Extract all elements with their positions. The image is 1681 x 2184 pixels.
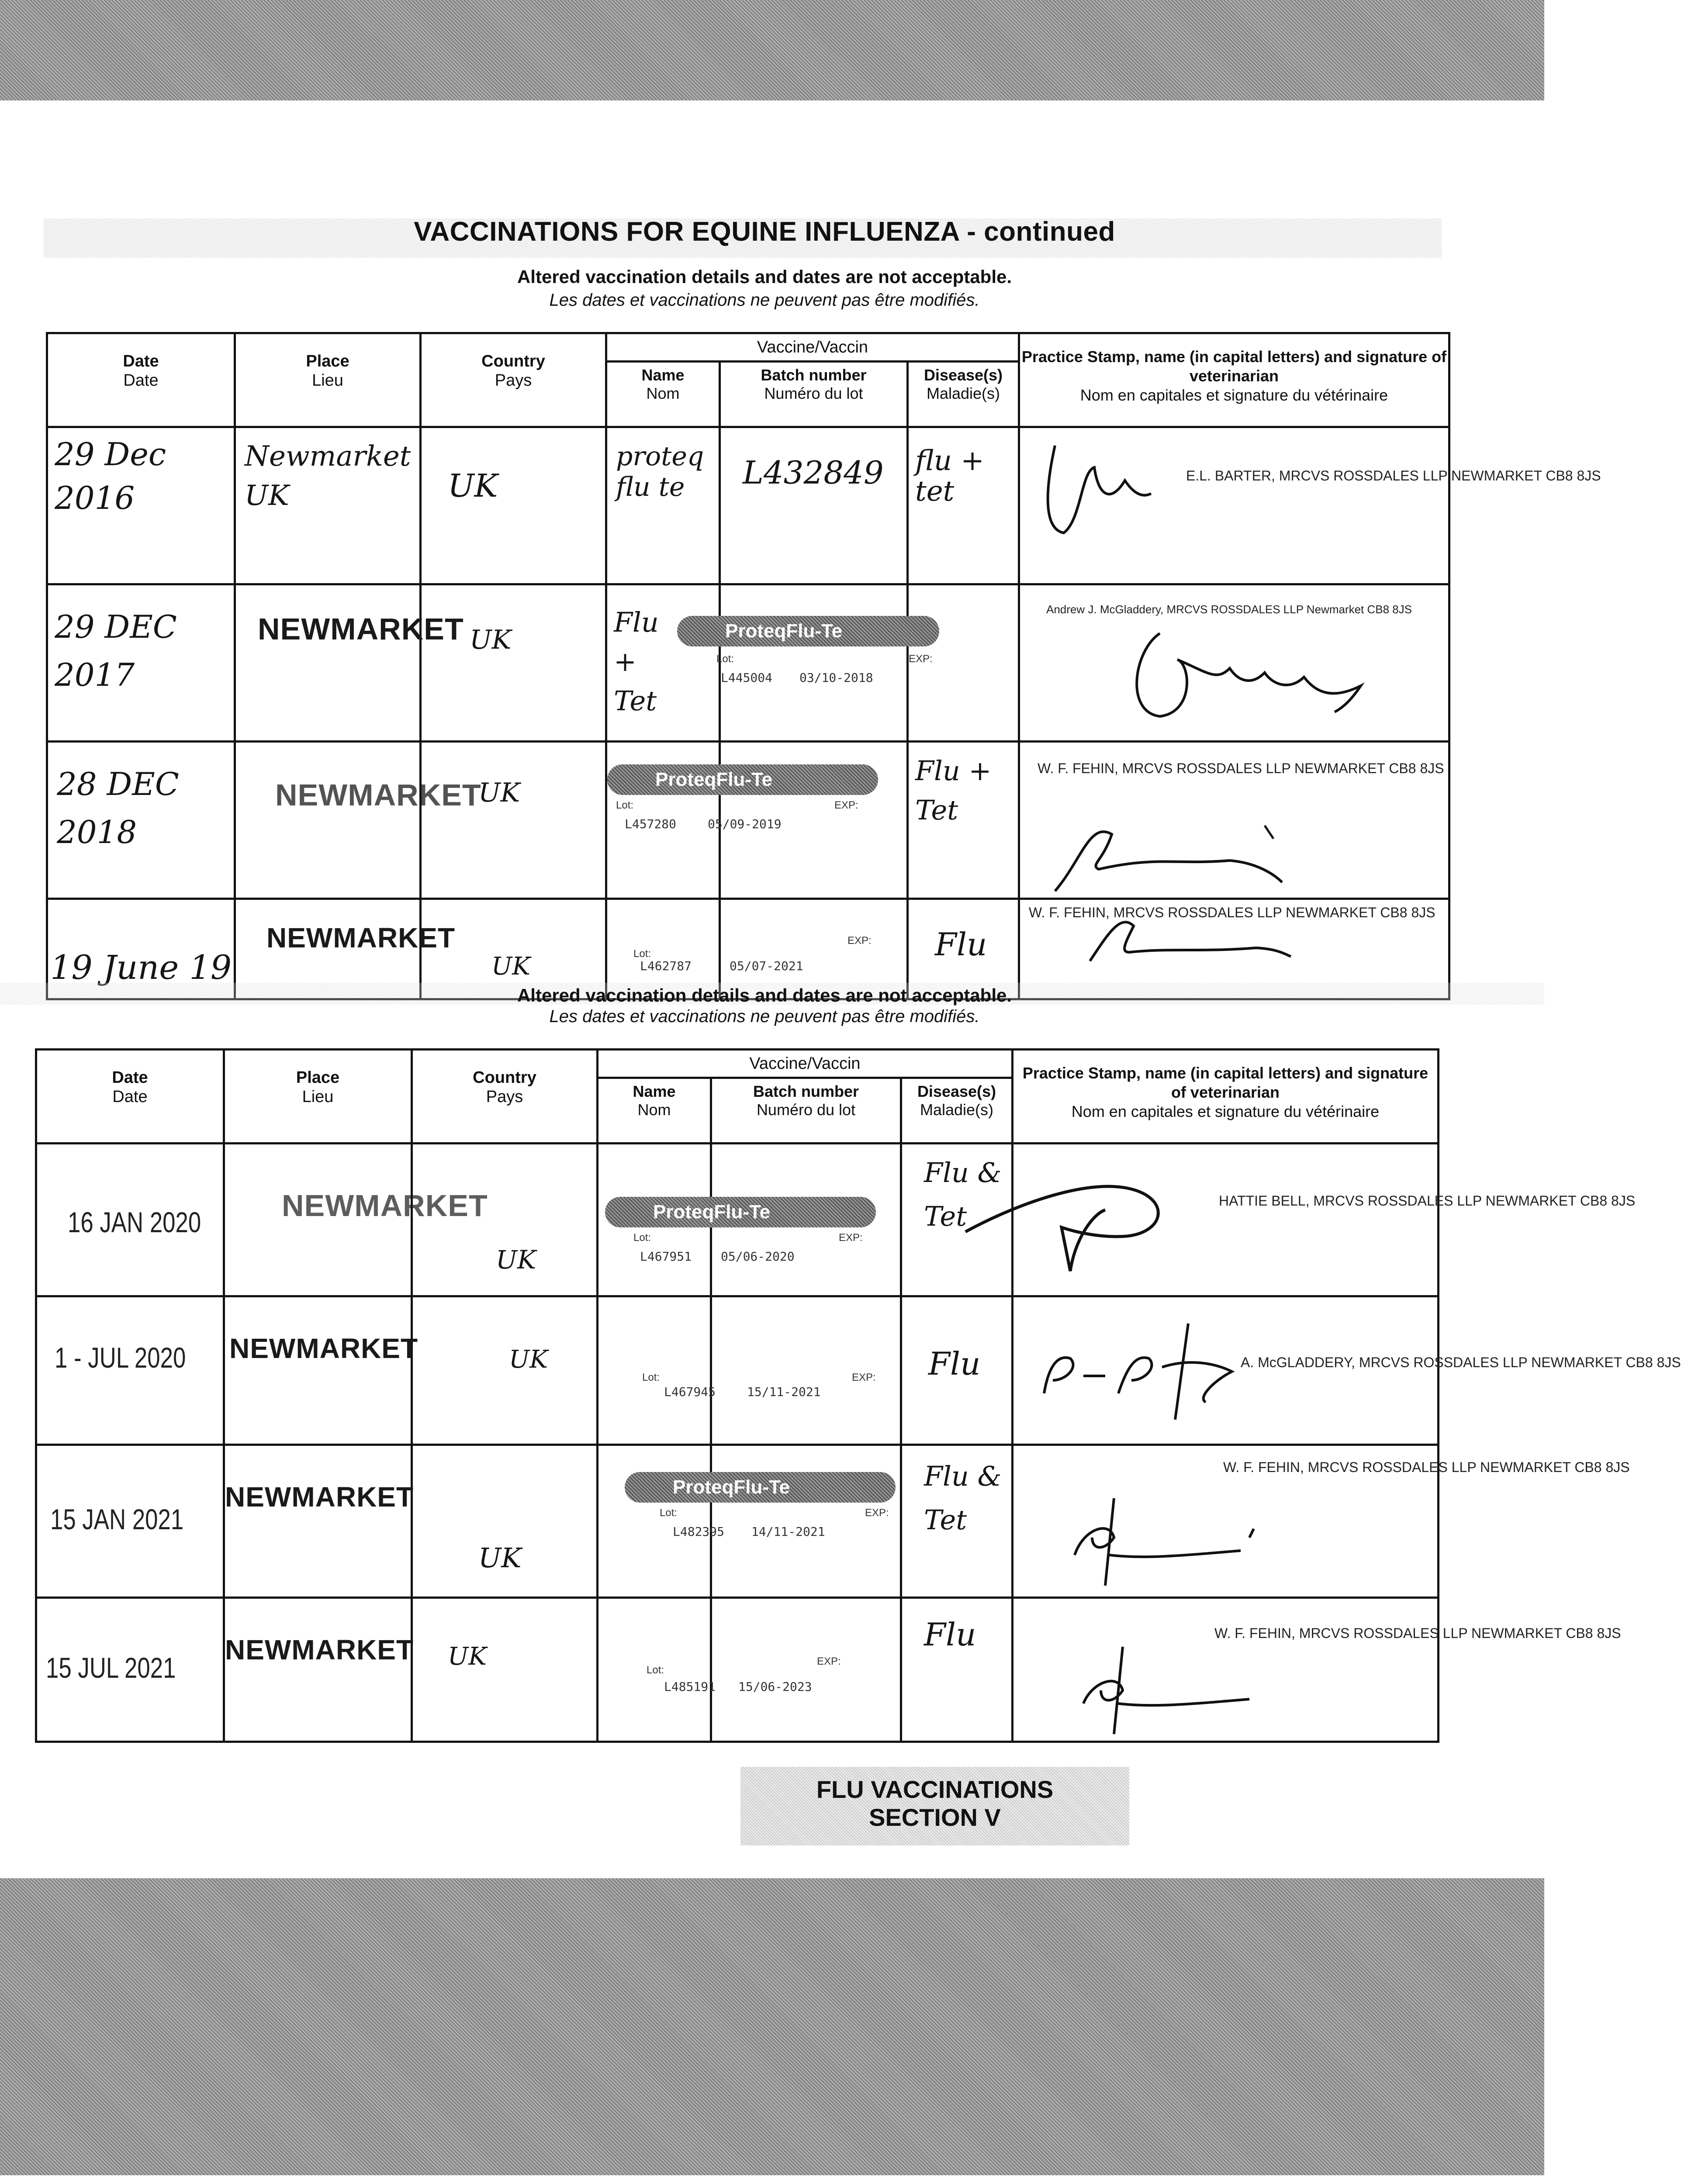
header-batch: Batch number Numéro du lot [720,362,908,427]
altered-notice-en-2: Altered vaccination details and dates are not acceptable. [517,985,1012,1006]
country-cell: UK [412,1445,598,1598]
vet-stamp-cell [1019,742,1449,899]
date-cell: 29 Dec 2016 [47,427,235,584]
date-cell: 1 - JUL 2020 [36,1296,224,1445]
vet-stamp-cell [1019,427,1601,584]
table-row [36,1144,1439,1296]
vet-stamp: W. F. FEHIN, MRCVS ROSSDALES LLP NEWMARKET CB8 8JS [1214,1625,1621,1641]
altered-notice-fr: Les dates et vaccinations ne peuvent pas être modifiés. [549,290,980,310]
scan-noise-top [0,0,1544,100]
vet-signature [1057,1485,1302,1590]
header-vaccine: Vaccine/Vaccin [606,333,1019,362]
header-place: Place Lieu [235,333,421,427]
section-footer [740,1767,1129,1845]
vet-stamp: A. McGLADDERY, MRCVS ROSSDALES LLP NEWMARKET CB8 8JS [1241,1355,1681,1370]
place-cell: NEWMARKET [235,742,421,899]
country-cell: UK [421,742,606,899]
vet-stamp: HATTIE BELL, MRCVS ROSSDALES LLP NEWMARKET CB8 8JS [1219,1193,1636,1209]
proteqflu-sticker: ProteqFlu-Te [607,764,878,795]
table-row [47,427,1449,584]
vaccine-name-cell: proteq flu te [606,427,720,584]
date-cell: 19 June 19 [47,899,235,999]
vaccine-name-cell: ProteqFlu-Te Lot: L467951 [598,1144,711,1296]
batch-cell: EXP: 05/07-2021 [720,899,908,999]
country-cell: UK [412,1296,598,1445]
header-disease: Disease(s) Maladie(s) [901,1078,1013,1144]
vet-stamp: W. F. FEHIN, MRCVS ROSSDALES LLP NEWMARKET CB8 8JS [1029,905,1435,920]
vet-stamp-cell [1013,1445,1630,1598]
place-cell: Newmarket UK [235,427,421,584]
header-name: Name Nom [606,362,720,427]
country-cell: UK [412,1598,598,1742]
vet-stamp-cell [1019,584,1449,742]
place-cell: NEWMARKET [224,1144,412,1296]
table-row [47,584,1449,742]
batch-cell: L432849 [720,427,908,584]
altered-notice-en: Altered vaccination details and dates are not acceptable. [517,266,1012,287]
date-cell: 15 JAN 2021 [36,1445,224,1598]
vet-signature [1029,432,1160,546]
header-date: Date Date [47,333,235,427]
vet-signature [1046,808,1352,895]
place-cell: NEWMARKET [235,899,421,999]
disease-cell: Flu [908,899,1019,999]
altered-notice-fr-2: Les dates et vaccinations ne peuvent pas être modifiés. [549,1007,980,1026]
vet-signature [1107,625,1413,729]
disease-cell: Flu [901,1296,1013,1445]
vet-signature [1031,1315,1276,1428]
batch-cell: EXP: 15/06-2023 [711,1598,901,1742]
vaccine-name-cell: Flu + Tet [606,584,720,742]
vaccination-table-bottom [35,1048,1681,1743]
vet-stamp: Andrew J. McGladdery, MRCVS ROSSDALES LLP Newmarket CB8 8JS [1046,603,1412,616]
vaccine-name-cell: Lot: L485191 [598,1598,711,1742]
header-country: Country Pays [421,333,606,427]
table-row [36,1296,1439,1445]
proteqflu-sticker: ProteqFlu-Te [625,1472,896,1503]
disease-cell: Flu [901,1598,1013,1742]
table-row [36,1598,1439,1742]
country-cell: UK [412,1144,598,1296]
vet-stamp-cell [1013,1144,1636,1296]
country-cell: UK [421,899,606,999]
vaccine-name-cell: Lot: L467945 [598,1296,711,1445]
vaccine-name-cell: Lot: L462787 [606,899,720,999]
batch-cell: EXP: 14/11-2021 [711,1445,901,1598]
batch-cell: EXP: 15/11-2021 [711,1296,901,1445]
vet-signature [1072,909,1335,974]
date-cell: 28 DEC 2018 [47,742,235,899]
date-cell: 16 JAN 2020 [36,1144,224,1296]
vet-signature [1066,1634,1293,1738]
country-cell: UK [421,584,606,742]
vet-stamp: W. F. FEHIN, MRCVS ROSSDALES LLP NEWMARKET CB8 8JS [1038,760,1444,776]
footer-line-1: FLU VACCINATIONS [816,1776,1054,1803]
batch-cell: ProteqFlu-Te Lot: EXP: L445004 03/10-2018 [720,584,908,742]
date-cell: 15 JUL 2021 [36,1598,224,1742]
header-place: Place Lieu [224,1050,412,1144]
vet-signature [961,1162,1267,1284]
vet-stamp: W. F. FEHIN, MRCVS ROSSDALES LLP NEWMARKET CB8 8JS [1223,1459,1630,1475]
table-row [36,1445,1439,1598]
scan-noise-bottom [0,1878,1544,2175]
header-batch: Batch number Numéro du lot [711,1078,901,1144]
disease-cell: Flu & Tet [901,1445,1013,1598]
place-cell: NEWMARKET [224,1445,412,1598]
vet-stamp: E.L. BARTER, MRCVS ROSSDALES LLP NEWMARKET CB8 8JS [1186,468,1601,484]
proteqflu-sticker: ProteqFlu-Te [605,1197,876,1227]
place-cell: NEWMARKET [224,1598,412,1742]
header-country: Country Pays [412,1050,598,1144]
header-practice-stamp: Practice Stamp, name (in capital letters) and signature of veterinarian Nom en capitales et signature du vétérinaire [1013,1050,1439,1144]
page-title: VACCINATIONS FOR EQUINE INFLUENZA - continued [414,217,1115,247]
date-cell: 29 DEC 2017 [47,584,235,742]
header-name: Name Nom [598,1078,711,1144]
table-row [47,742,1449,899]
header-practice-stamp: Practice Stamp, name (in capital letters) and signature of veterinarian Nom en capitales et signature du vétérinaire [1019,333,1449,427]
footer-line-2: SECTION V [869,1804,1001,1831]
proteqflu-sticker: ProteqFlu-Te [677,616,939,646]
disease-cell: flu + tet [908,427,1019,584]
disease-cell: Flu & Tet [901,1144,1013,1296]
place-cell: NEWMARKET [224,1296,412,1445]
header-disease: Disease(s) Maladie(s) [908,362,1019,427]
country-cell: UK [421,427,606,584]
vaccination-table-top [46,332,1601,1000]
vet-stamp-cell [1013,1296,1681,1445]
disease-cell [908,584,1019,742]
vaccine-name-cell: ProteqFlu-Te Lot: L482395 [598,1445,711,1598]
header-date: Date Date [36,1050,224,1144]
place-cell: NEWMARKET [235,584,421,742]
vet-stamp-cell [1013,1598,1621,1742]
header-vaccine: Vaccine/Vaccin [598,1050,1013,1078]
batch-cell: EXP: 05/06-2020 [711,1144,901,1296]
disease-cell: Flu + Tet [908,742,1019,899]
batch-cell: ProteqFlu-Te Lot: EXP: L457280 05/09-2019 [720,742,908,899]
